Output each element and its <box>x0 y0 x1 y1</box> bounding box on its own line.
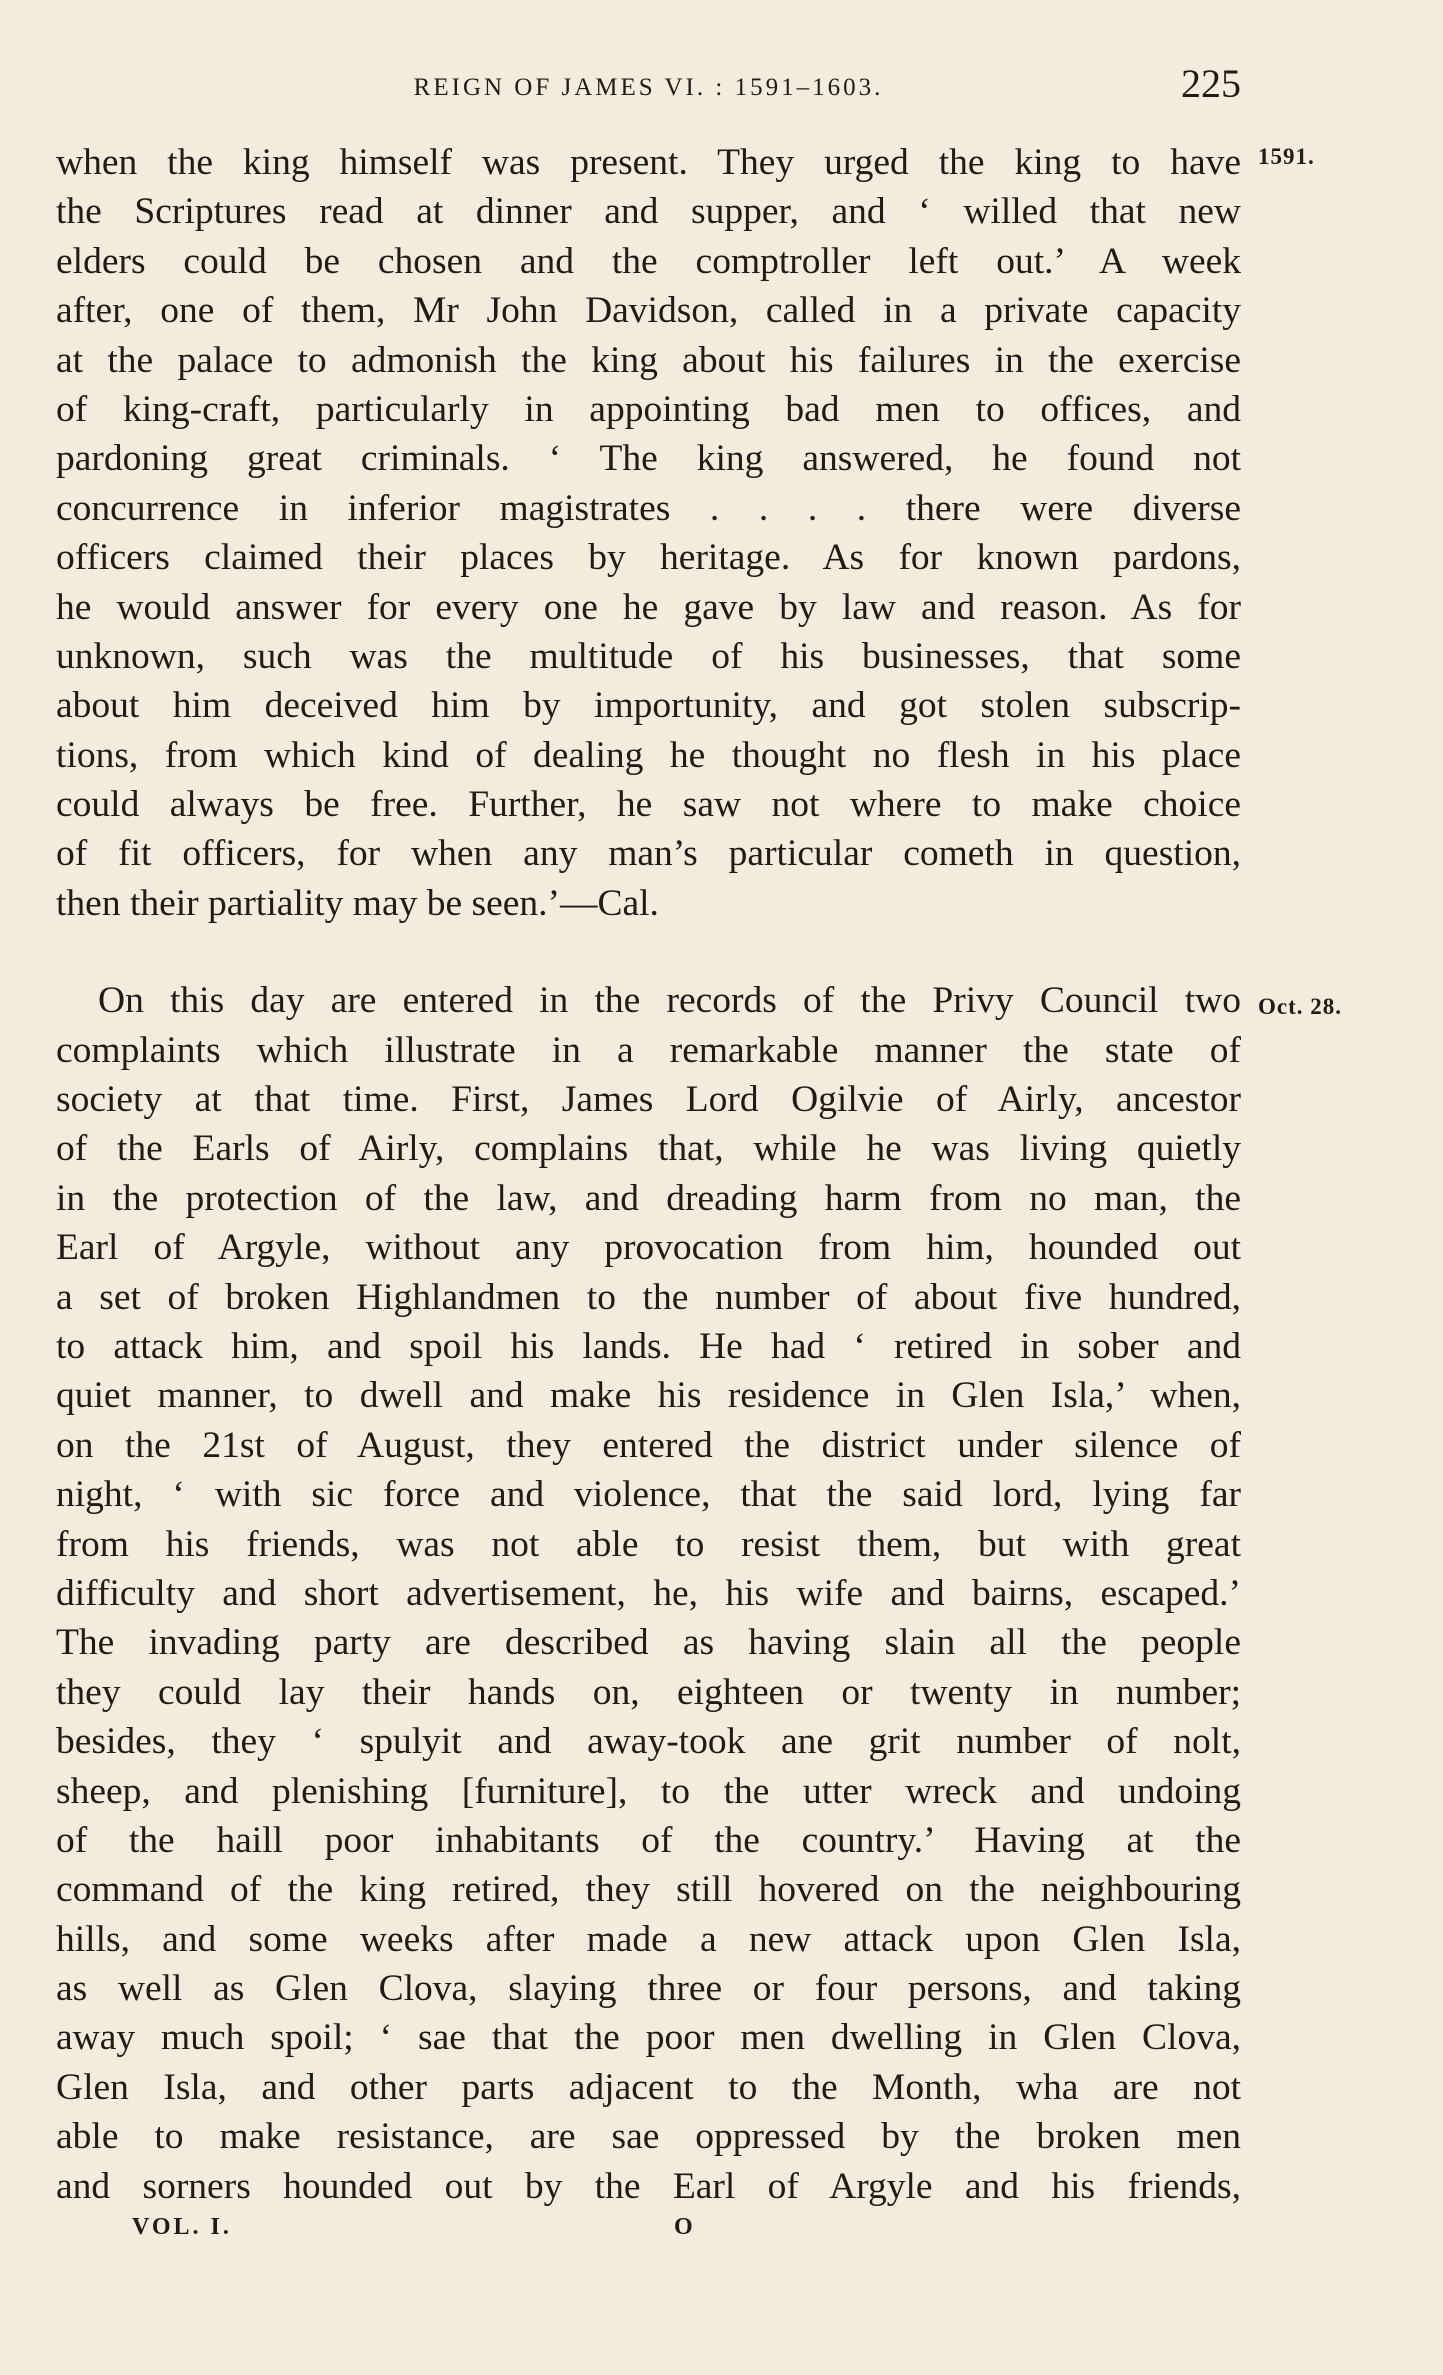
signature-mark: O <box>674 2214 693 2240</box>
text-line: as well as Glen Clova, slaying three or four persons, and taking <box>56 1968 1241 2010</box>
text-line: pardoning great criminals. ‘ The king answered, he found not <box>56 438 1241 480</box>
text-line: a set of broken Highlandmen to the number of about five hundred, <box>56 1276 1241 1318</box>
page-number: 225 <box>1181 61 1241 106</box>
text-line: complaints which illustrate in a remarkable manner the state of <box>56 1029 1241 1071</box>
text-line: command of the king retired, they still hovered on the neighbouring <box>56 1869 1241 1911</box>
text-line: officers claimed their places by heritage. As for known pardons, <box>56 537 1241 579</box>
margin-note-year: 1591. <box>1258 144 1315 169</box>
text-line: tions, from which kind of dealing he thought no flesh in his place <box>56 734 1241 776</box>
text-line: he would answer for every one he gave by law and reason. As for <box>56 586 1241 628</box>
text-line: of fit officers, for when any man’s particular cometh in question, <box>56 833 1241 875</box>
paragraph-2 <box>56 976 1241 2211</box>
text-line: sheep, and plenishing [furniture], to the utter wreck and undoing <box>56 1770 1241 1812</box>
text-line: of king-craft, particularly in appointing bad men to offices, and <box>56 388 1241 430</box>
text-line: of the Earls of Airly, complains that, while he was living quietly <box>56 1128 1241 1170</box>
text-line: and sorners hounded out by the Earl of Argyle and his friends, <box>56 2165 1241 2207</box>
body-text <box>56 138 1241 2211</box>
text-line: Glen Isla, and other parts adjacent to the Month, wha are not <box>56 2066 1241 2108</box>
text-line: concurrence in inferior magistrates . . . . there were diverse <box>56 487 1241 529</box>
text-line: night, ‘ with sic force and violence, that the said lord, lying far <box>56 1474 1241 1516</box>
text-line: in the protection of the law, and dreading harm from no man, the <box>56 1177 1241 1219</box>
text-line: difficulty and short advertisement, he, his wife and bairns, escaped.’ <box>56 1572 1241 1614</box>
text-line: when the king himself was present. They urged the king to have <box>56 142 1241 183</box>
text-line: about him deceived him by importunity, and got stolen subscrip- <box>56 685 1241 727</box>
text-line: quiet manner, to dwell and make his residence in Glen Isla,’ when, <box>56 1375 1241 1417</box>
text-line: unknown, such was the multitude of his businesses, that some <box>56 635 1241 677</box>
text-line: elders could be chosen and the comptroller left out.’ A week <box>56 240 1241 282</box>
text-line: could always be free. Further, he saw not where to make choice <box>56 784 1241 826</box>
text-line: The invading party are described as having slain all the people <box>56 1622 1241 1664</box>
text-line: at the palace to admonish the king about his failures in the exercise <box>56 339 1241 381</box>
page-header <box>56 60 1241 110</box>
text-line: of the haill poor inhabitants of the country.’ Having at the <box>56 1819 1241 1861</box>
text-line: Earl of Argyle, without any provocation from him, hounded out <box>56 1227 1241 1269</box>
paragraph-1 <box>56 138 1241 928</box>
text-line: from his friends, was not able to resist them, but with great <box>56 1523 1241 1565</box>
running-head: REIGN OF JAMES VI. : 1591–1603. <box>413 74 884 101</box>
text-line: on the 21st of August, they entered the district under silence of <box>56 1424 1241 1466</box>
text-line: to attack him, and spoil his lands. He had ‘ retired in sober and <box>56 1325 1241 1367</box>
text-line: away much spoil; ‘ sae that the poor men dwelling in Glen Clova, <box>56 2017 1241 2059</box>
paragraph-gap <box>56 928 1241 976</box>
text-line: after, one of them, Mr John Davidson, called in a private capacity <box>56 290 1241 332</box>
text-line: they could lay their hands on, eighteen or twenty in number; <box>56 1671 1241 1713</box>
volume-label: VOL. I. <box>132 2214 232 2240</box>
text-line: then their partiality may be seen.’—Cal. <box>56 882 659 924</box>
text-line: the Scriptures read at dinner and supper, and ‘ willed that new <box>56 191 1241 233</box>
margin-note-date: Oct. 28. <box>1258 994 1343 1019</box>
text-line: society at that time. First, James Lord Ogilvie of Airly, ancestor <box>56 1079 1241 1121</box>
text-line: besides, they ‘ spulyit and away-took ane grit number of nolt, <box>56 1721 1241 1763</box>
text-line: On this day are entered in the records of the Privy Council two <box>98 980 1241 1022</box>
text-line: able to make resistance, are sae oppressed by the broken men <box>56 2116 1241 2158</box>
text-line: hills, and some weeks after made a new attack upon Glen Isla, <box>56 1918 1241 1960</box>
page-footer <box>56 2214 1241 2254</box>
